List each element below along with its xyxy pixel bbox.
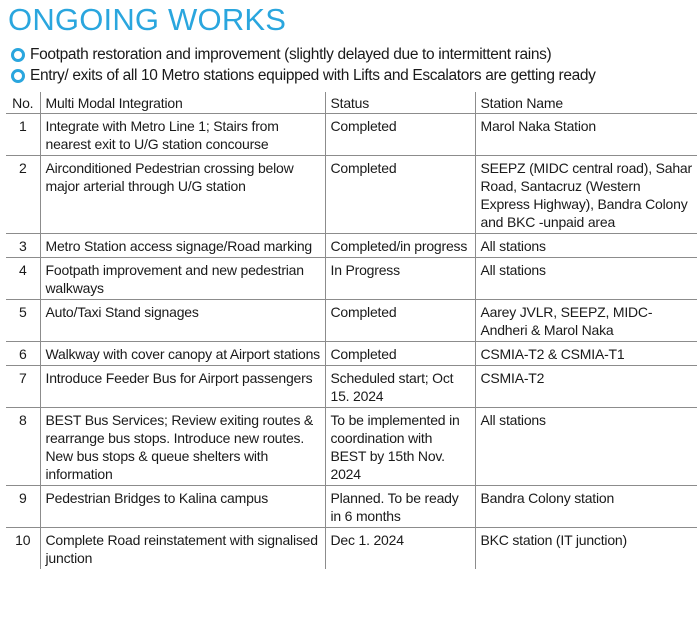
cell-status: Planned. To be ready in 6 months xyxy=(325,486,475,528)
cell-no: 10 xyxy=(6,528,40,570)
cell-station: SEEPZ (MIDC central road), Sahar Road, Santacruz (Western Express Highway), Bandra Colony and BKC -unpaid area xyxy=(475,156,697,234)
cell-station: CSMIA-T2 xyxy=(475,366,697,408)
bullet-item xyxy=(10,65,700,86)
cell-integration: Metro Station access signage/Road marking xyxy=(40,234,325,258)
table-row xyxy=(6,342,697,366)
cell-no: 1 xyxy=(6,114,40,156)
header-station: Station Name xyxy=(475,92,697,114)
table-row xyxy=(6,156,697,234)
circle-bullet-icon xyxy=(11,48,25,62)
table-row xyxy=(6,258,697,300)
cell-integration: Integrate with Metro Line 1; Stairs from nearest exit to U/G station concourse xyxy=(40,114,325,156)
table-row xyxy=(6,408,697,486)
cell-status: In Progress xyxy=(325,258,475,300)
cell-no: 8 xyxy=(6,408,40,486)
table-row xyxy=(6,300,697,342)
cell-station: Aarey JVLR, SEEPZ, MIDC-Andheri & Marol Naka xyxy=(475,300,697,342)
works-table xyxy=(6,92,697,569)
bullet-list xyxy=(10,44,700,86)
cell-no: 5 xyxy=(6,300,40,342)
cell-integration: Airconditioned Pedestrian crossing below major arterial through U/G station xyxy=(40,156,325,234)
bullet-text: Footpath restoration and improvement (slightly delayed due to intermittent rains) xyxy=(30,46,552,63)
cell-integration: BEST Bus Services; Review exiting routes & rearrange bus stops. Introduce new routes. New bus stops & queue shelters with information xyxy=(40,408,325,486)
cell-integration: Auto/Taxi Stand signages xyxy=(40,300,325,342)
cell-no: 3 xyxy=(6,234,40,258)
cell-status: Completed xyxy=(325,156,475,234)
cell-no: 4 xyxy=(6,258,40,300)
table-row xyxy=(6,114,697,156)
bullet-text: Entry/ exits of all 10 Metro stations equipped with Lifts and Escalators are getting ready xyxy=(30,67,596,84)
cell-status: Completed/in progress xyxy=(325,234,475,258)
cell-station: CSMIA-T2 & CSMIA-T1 xyxy=(475,342,697,366)
header-no: No. xyxy=(6,92,40,114)
header-integration: Multi Modal Integration xyxy=(40,92,325,114)
cell-status: Scheduled start; Oct 15. 2024 xyxy=(325,366,475,408)
page-title: ONGOING WORKS xyxy=(8,2,287,37)
cell-no: 2 xyxy=(6,156,40,234)
table-row xyxy=(6,234,697,258)
cell-station: Bandra Colony station xyxy=(475,486,697,528)
cell-integration: Introduce Feeder Bus for Airport passengers xyxy=(40,366,325,408)
cell-status: To be implemented in coordination with BEST by 15th Nov. 2024 xyxy=(325,408,475,486)
cell-status: Completed xyxy=(325,300,475,342)
cell-station: BKC station (IT junction) xyxy=(475,528,697,570)
cell-no: 9 xyxy=(6,486,40,528)
table-row xyxy=(6,528,697,570)
circle-bullet-icon xyxy=(11,69,25,83)
cell-status: Completed xyxy=(325,342,475,366)
table-row xyxy=(6,366,697,408)
cell-no: 7 xyxy=(6,366,40,408)
cell-station: All stations xyxy=(475,258,697,300)
cell-integration: Footpath improvement and new pedestrian walkways xyxy=(40,258,325,300)
table-row xyxy=(6,486,697,528)
cell-status: Dec 1. 2024 xyxy=(325,528,475,570)
cell-integration: Complete Road reinstatement with signalised junction xyxy=(40,528,325,570)
cell-integration: Pedestrian Bridges to Kalina campus xyxy=(40,486,325,528)
cell-no: 6 xyxy=(6,342,40,366)
table-header-row xyxy=(6,92,697,114)
cell-station: Marol Naka Station xyxy=(475,114,697,156)
cell-station: All stations xyxy=(475,408,697,486)
header-status: Status xyxy=(325,92,475,114)
cell-integration: Walkway with cover canopy at Airport stations xyxy=(40,342,325,366)
cell-status: Completed xyxy=(325,114,475,156)
cell-station: All stations xyxy=(475,234,697,258)
bullet-item xyxy=(10,44,700,65)
